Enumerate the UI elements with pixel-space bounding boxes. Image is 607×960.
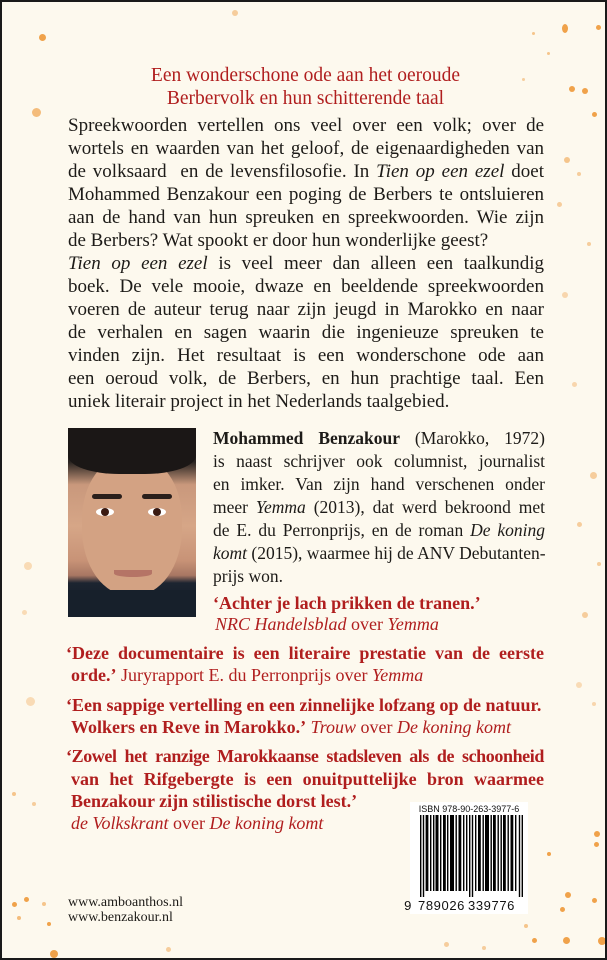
bio-line: en imker. Van zijn hand verschenen onder bbox=[213, 474, 545, 494]
website-link[interactable]: www.amboanthos.nl bbox=[68, 895, 183, 910]
review-source: de Volkskrant bbox=[71, 813, 169, 833]
blurb-line: uniek literair project in het Nederlands taalgebied. bbox=[68, 391, 450, 412]
review-source: Trouw bbox=[306, 717, 357, 737]
blurb-line: voeren de auteur terug naar zijn jeugd in Marokko en naar bbox=[68, 299, 544, 320]
website-link[interactable]: www.benzakour.nl bbox=[68, 910, 173, 925]
blurb-line: vinden zijn. Het resultaat is een wonderschone ode aan bbox=[68, 345, 544, 366]
author-photo bbox=[68, 428, 196, 617]
blurb-line: de Berbers? Wat spookt er door hun wonderlijke geest? bbox=[68, 230, 489, 251]
blurb-line: een oeroud volk, de Berbers, en hun prachtige taal. Een bbox=[68, 368, 544, 389]
author-name: Mohammed Benzakour bbox=[213, 428, 400, 448]
review-source: NRC Handelsblad bbox=[215, 614, 347, 634]
blurb-line: Tien op een ezel is veel meer dan alleen een taalkundig bbox=[68, 253, 544, 274]
blurb-line: de verhalen en sagen waarin die ingenieuze spreuken te bbox=[68, 322, 544, 343]
blurb-line: Mohammed Benzakour een poging de Berbers te ontsluieren bbox=[68, 184, 544, 205]
blurb-line: wortels en waarden van het geloof, de eigenaardigheden van bbox=[68, 138, 544, 159]
headline-line-2: Berbervolk en hun schitterende taal bbox=[166, 88, 445, 109]
bio-line: Mohammed Benzakour (Marokko, 1972) bbox=[213, 428, 546, 448]
isbn-label: ISBN 978-90-263-3977-6 bbox=[418, 804, 520, 814]
book-title: Tien op een ezel bbox=[376, 161, 505, 182]
bio-line: meer Yemma (2013), dat werd bekroond met bbox=[213, 497, 545, 517]
ean-number: 9 789026 339776 bbox=[404, 898, 515, 913]
blurb-line: aan de hand van hun spreuken en spreekwoorden. Wie zijn bbox=[68, 207, 544, 228]
barcode-bars-icon bbox=[420, 815, 523, 897]
bio-line: komt (2015), waarmee hij de ANV Debutanten- bbox=[213, 543, 546, 563]
isbn-barcode bbox=[404, 802, 528, 914]
bio-line: prijs won. bbox=[213, 566, 283, 586]
bio-line: is naast schrijver ook columnist, journalist bbox=[213, 451, 545, 471]
blurb-line: boek. De vele mooie, dwaze en beeldende spreekwoorden bbox=[68, 276, 544, 297]
review-source: Juryrapport E. du Perronprijs bbox=[116, 665, 331, 685]
blurb-line: Spreekwoorden vertellen ons veel over een volk; over de bbox=[68, 115, 544, 136]
blurb-line: de volksaard en de levensfilosofie. In Tien op een ezel doet bbox=[68, 161, 545, 182]
book-title: Tien op een ezel bbox=[68, 253, 208, 274]
book-back-cover: Een wonderschone ode aan het oeroude Berbervolk en hun schitterende taal Spreekwoorden vertellen ons veel over een volk; over de wortels en waarden van het geloof, de eigenaardigheden van de volksaard en de levensfilosofie. In Tien op een ezel doet Mohammed Benzakour een poging de Berbers te ontsluieren aan de hand van hun spreuken en spreekwoorden. Wie zijn de Berbers? Wat spookt er door hun wonderlijke geest? Tien op een ezel is veel meer dan alleen een taalkundig boek. De vele mooie, dwaze en beeldende spreekwoorden voeren de auteur terug naar zijn jeugd in Marokko en naar de verhalen en sagen waarin die ingenieuze spreuken te vinden zijn. Het resultaat is een wonderschone ode aan een oeroud volk, de Berbers, en hun prachtige taal. Een uniek literair project in het Nederlands taalgebied. Mohammed Benzakour (Marokko, 1972) is naast schrijver ook columnist, journalist en imker. Van zijn hand verschenen onder meer Yemma (2013), dat werd bekroond met de E. du Perronprijs, en de roman De koning komt (2015), waarmee hij de ANV Debutanten- prijs won. ‘Achter je lach prikken de tranen.’ NRC Handelsblad over Yemma ‘Deze documentaire is een literaire prestatie van de eerste orde.’ Juryrapport E. du Perronprijs over Yemma ‘Een sappige vertelling en een zinnelijke lofzang op de natuur. Wolkers en Reve in Marokko.’ Trouw over De koning komt ‘Zowel het ranzige Marokkaanse stadsleven als de schoonheid van het Rifgebergte is een onuitputtelijke bron waarmee Benzakour zijn stilistische dorst lest.’ de Volkskrant over De koning komt ISBN 978-90-263-3977-6 9 789026 339776 www.amboanthos.nl www.benzakour.nl bbox=[2, 2, 605, 958]
headline-line-1: Een wonderschone ode aan het oeroude bbox=[150, 65, 461, 86]
bio-line: de E. du Perronprijs, en de roman De koning bbox=[213, 520, 545, 540]
